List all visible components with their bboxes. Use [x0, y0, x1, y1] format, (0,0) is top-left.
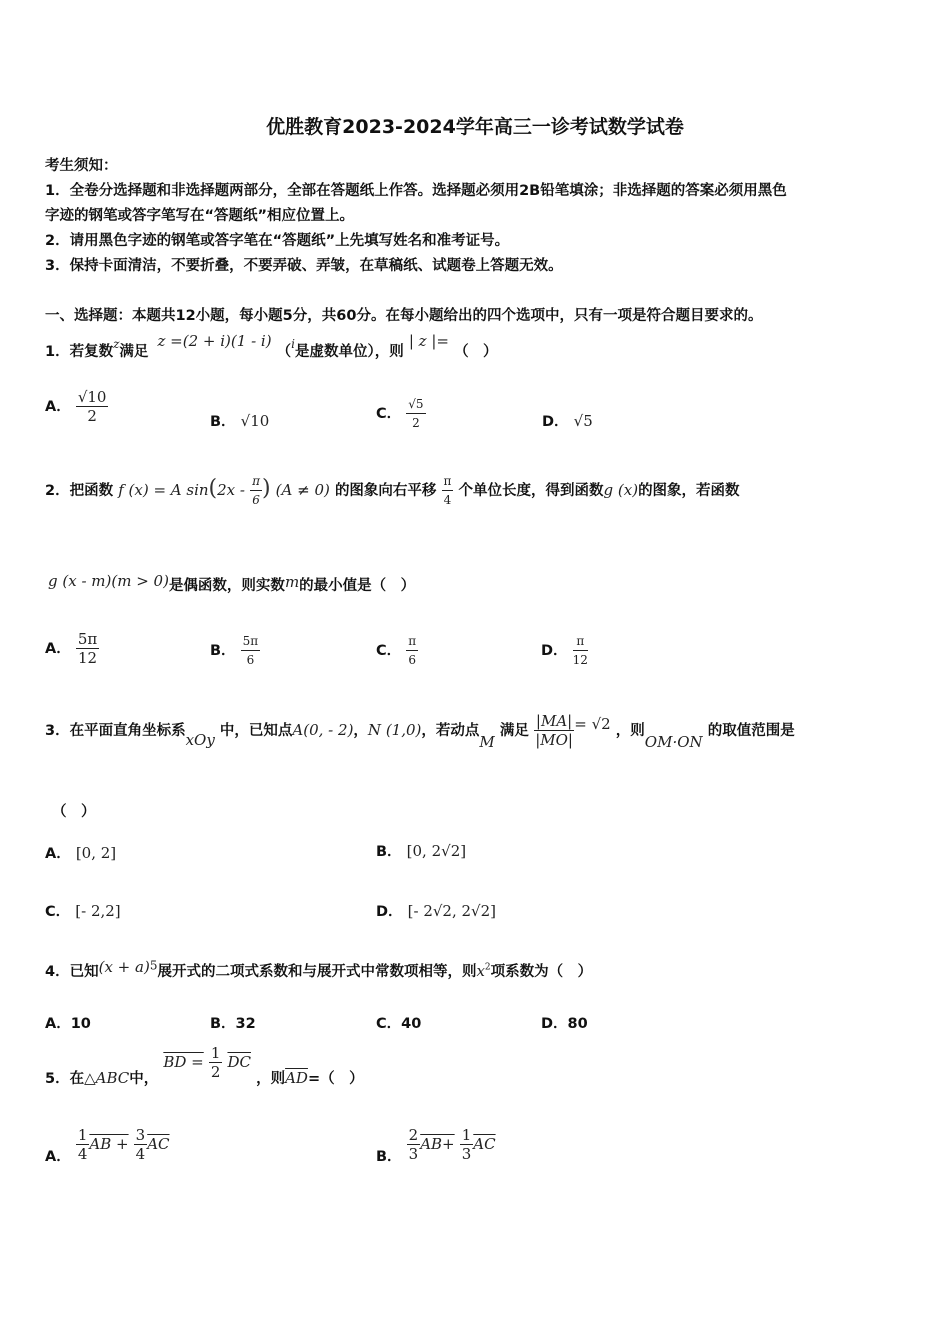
q5-option-a-num-1: 1	[77, 1126, 88, 1144]
q5-option-a-ab: AB +	[89, 1135, 129, 1153]
q4-text-1: 4．已知	[45, 964, 99, 980]
q1-text-4: 是虚数单位），则	[295, 344, 404, 360]
q5-option-a-label: A．	[45, 1149, 71, 1165]
q5-vector-dc: $\overline{DC}$	[227, 1053, 251, 1071]
q2-option-d-num: π	[573, 632, 588, 651]
q2-option-d-den: 12	[572, 653, 588, 667]
q3-option-a-label: A．	[45, 846, 71, 862]
q3-ratio-value: = √2	[574, 715, 611, 733]
q5-option-b-ac: $\overline{AC}$	[473, 1135, 496, 1153]
page-title: 优胜教育2023-2024学年高三一诊考试数学试卷	[266, 116, 684, 138]
q4-x-exponent: 2	[484, 962, 491, 973]
q3-ratio-fraction	[534, 712, 574, 749]
q3-option-d	[376, 900, 496, 921]
q2-option-a	[45, 630, 99, 667]
q2-gx: g (x)	[603, 481, 639, 499]
q1-option-a-den: 2	[87, 407, 97, 425]
question-2-line-1	[45, 472, 740, 509]
q2-option-a-label: A．	[45, 641, 71, 657]
q3-option-a	[45, 842, 116, 863]
q5-option-a-ac: $\overline{AC}$	[147, 1135, 170, 1153]
q1-z: z	[113, 337, 120, 351]
q1-option-b-value: √10	[240, 412, 270, 430]
q2-option-b	[210, 632, 260, 669]
q2-paren-open: (	[208, 476, 218, 501]
q2-option-c-num: π	[406, 632, 418, 651]
q5-option-b-frac-1	[407, 1126, 421, 1163]
q5-half-fraction	[209, 1044, 223, 1081]
q2-text-6: 的最小值是（ ）	[299, 578, 416, 594]
q3-option-d-label: D．	[376, 904, 403, 920]
q2-option-a-num: 5π	[77, 630, 98, 648]
q5-option-b-den-2: 3	[461, 1145, 472, 1163]
q1-text-3: （	[276, 344, 292, 360]
q5-option-a-frac-2	[134, 1126, 148, 1163]
q5-option-a	[45, 1126, 170, 1166]
q2-pi-fraction	[250, 472, 262, 509]
q3-option-b-label: B．	[376, 844, 402, 860]
q2-text-1: 2．把函数	[45, 483, 114, 499]
q5-option-b-num-2: 1	[461, 1126, 472, 1144]
q3-xoy: xOy	[185, 731, 215, 749]
q5-option-a-frac-1	[76, 1126, 90, 1163]
q2-pi-den: 6	[252, 493, 260, 507]
q3-ratio-den: |MO|	[535, 731, 573, 749]
q3-option-c-value: [- 2,2]	[75, 902, 121, 920]
q4-x: x	[476, 962, 485, 980]
q3-option-b	[376, 840, 466, 861]
q2-f-left: f (x) = A sin	[118, 481, 209, 499]
q3-point-a: A(0, - 2)	[292, 721, 354, 739]
q5-half-den: 2	[210, 1063, 221, 1081]
q2-option-d-fraction	[573, 632, 588, 669]
q1-option-d-value: √5	[573, 412, 593, 430]
q3-dot-product: OM·ON	[644, 733, 703, 751]
q4-option-a: A．10	[45, 1016, 91, 1032]
q5-option-a-den-1: 4	[77, 1145, 88, 1163]
notice-item-3: 3．保持卡面清洁，不要折叠，不要弄破、弄皱，在草稿纸、试题卷上答题无效。	[45, 258, 563, 274]
q1-option-c-num: √5	[406, 395, 425, 414]
notice-item-1-line-2: 字迹的钢笔或答字笔写在“答题纸”相应位置上。	[45, 208, 355, 224]
q2-condition: (A ≠ 0)	[275, 481, 330, 499]
notice-heading: 考生须知：	[45, 158, 118, 174]
q2-option-d-label: D．	[541, 643, 568, 659]
q2-text-2: 的图象向右平移	[334, 483, 437, 499]
q5-text-2: 中，	[129, 1071, 159, 1087]
q3-text-3: ，若动点	[421, 723, 480, 739]
q2-text-4: 的图象，若函数	[638, 483, 740, 499]
q2-g-shift: g (x - m)(m > 0)	[48, 572, 169, 590]
q2-option-b-num: 5π	[241, 632, 261, 651]
q5-option-b-frac-2	[460, 1126, 474, 1163]
q5-option-b-ab: AB+	[420, 1135, 455, 1153]
q2-text-5: 是偶函数，则实数	[168, 578, 285, 594]
question-5	[45, 1044, 364, 1088]
q2-option-a-den: 12	[77, 649, 98, 667]
q1-text-2: 满足	[119, 344, 149, 360]
q1-option-b-label: B．	[210, 414, 236, 430]
q3-text-6: 的取值范围是	[707, 723, 795, 739]
notice-item-2: 2．请用黑色字迹的钢笔或答字笔在“答题纸”上先填写姓名和准考证号。	[45, 233, 510, 249]
q5-vector-bd: BD =	[163, 1053, 204, 1071]
question-4	[45, 958, 592, 981]
q1-text-5: （ ）	[454, 344, 498, 360]
q2-option-c-label: C．	[376, 643, 402, 659]
q5-option-b	[376, 1126, 496, 1166]
q3-text-4: 满足	[499, 723, 529, 739]
q4-text-2: 展开式的二项式系数和与展开式中常数项相等，则	[157, 964, 477, 980]
q2-shift-den: 4	[443, 493, 452, 507]
q3-m: M	[479, 733, 495, 751]
q2-paren-close: )	[261, 476, 271, 501]
q5-vector-ad: $\overline{AD}$	[285, 1069, 308, 1087]
q3-option-a-value: [0, 2]	[75, 844, 117, 862]
q2-option-c	[376, 632, 418, 669]
q5-option-a-den-2: 4	[135, 1145, 146, 1163]
q3-option-c	[45, 900, 121, 921]
question-1	[45, 332, 498, 361]
q2-option-b-label: B．	[210, 643, 236, 659]
q2-pi-num: π	[250, 472, 262, 491]
q1-option-d	[542, 410, 593, 431]
q3-text-2: 中，已知点	[219, 723, 293, 739]
q3-comma: ，	[353, 723, 368, 739]
q1-option-c-fraction	[406, 395, 425, 432]
q5-text-4: =（ ）	[307, 1071, 364, 1087]
q3-point-n: N (1,0)	[367, 721, 422, 739]
q1-text-1: 1．若复数	[45, 344, 114, 360]
question-3	[45, 712, 795, 751]
notice-item-1-line-1: 1．全卷分选择题和非选择题两部分，全部在答题纸上作答。选择题必须用2B铅笔填涂；非选择题的答案必须用黑色	[45, 183, 787, 199]
q5-option-b-num-1: 2	[408, 1126, 419, 1144]
q4-expression: (x + a)	[98, 958, 150, 976]
q1-abs-z: | z |=	[408, 332, 449, 350]
q5-option-a-num-2: 3	[135, 1126, 146, 1144]
q2-shift-num: π	[442, 472, 454, 491]
q3-option-d-value: [- 2√2, 2√2]	[407, 902, 497, 920]
q1-option-b	[210, 410, 269, 431]
q2-option-a-fraction	[76, 630, 99, 667]
q2-option-c-den: 6	[408, 653, 417, 667]
q1-option-c	[376, 395, 426, 432]
q4-option-b: B．32	[210, 1016, 256, 1032]
q3-text-1: 3．在平面直角坐标系	[45, 723, 186, 739]
q1-option-c-label: C．	[376, 406, 402, 422]
q2-option-c-fraction	[406, 632, 418, 669]
q2-option-b-fraction	[241, 632, 261, 669]
section-heading: 一、选择题：本题共12小题，每小题5分，共60分。在每小题给出的四个选项中，只有一项是符合题目要求的。	[45, 308, 763, 324]
q1-i: i	[291, 337, 295, 351]
q1-option-a-fraction	[76, 388, 109, 425]
q2-m: m	[284, 573, 300, 591]
q3-option-b-value: [0, 2√2]	[406, 842, 467, 860]
q3-text-5: ，则	[615, 723, 645, 739]
q4-option-d: D．80	[541, 1016, 588, 1032]
q2-shift-fraction	[442, 472, 454, 509]
q2-inner-left: 2x -	[217, 481, 245, 499]
q5-triangle: △ABC	[84, 1069, 130, 1087]
q4-text-3: 项系数为（ ）	[490, 964, 593, 980]
q5-text-1: 5．在	[45, 1071, 85, 1087]
q3-answer-paren: （ ）	[52, 804, 96, 820]
q5-text-3: ，则	[256, 1071, 286, 1087]
question-2-line-2	[48, 572, 415, 595]
q1-option-a-label: A．	[45, 399, 71, 415]
q3-ratio-num: |MA|	[535, 712, 573, 730]
q2-option-b-den: 6	[246, 653, 255, 667]
q1-option-a-num: √10	[77, 388, 107, 406]
q4-exponent: 5	[149, 958, 158, 973]
q3-option-c-label: C．	[45, 904, 71, 920]
q2-text-3: 个单位长度，得到函数	[458, 483, 604, 499]
q5-option-b-label: B．	[376, 1149, 402, 1165]
q4-option-c: C．40	[376, 1016, 422, 1032]
q1-option-a	[45, 388, 108, 425]
q1-option-c-den: 2	[412, 416, 420, 430]
q5-option-b-den-1: 3	[408, 1145, 419, 1163]
q1-option-d-label: D．	[542, 414, 569, 430]
q5-half-num: 1	[210, 1044, 221, 1062]
q1-formula: z =(2 + i)(1 - i)	[157, 332, 272, 350]
q2-option-d	[541, 632, 588, 669]
